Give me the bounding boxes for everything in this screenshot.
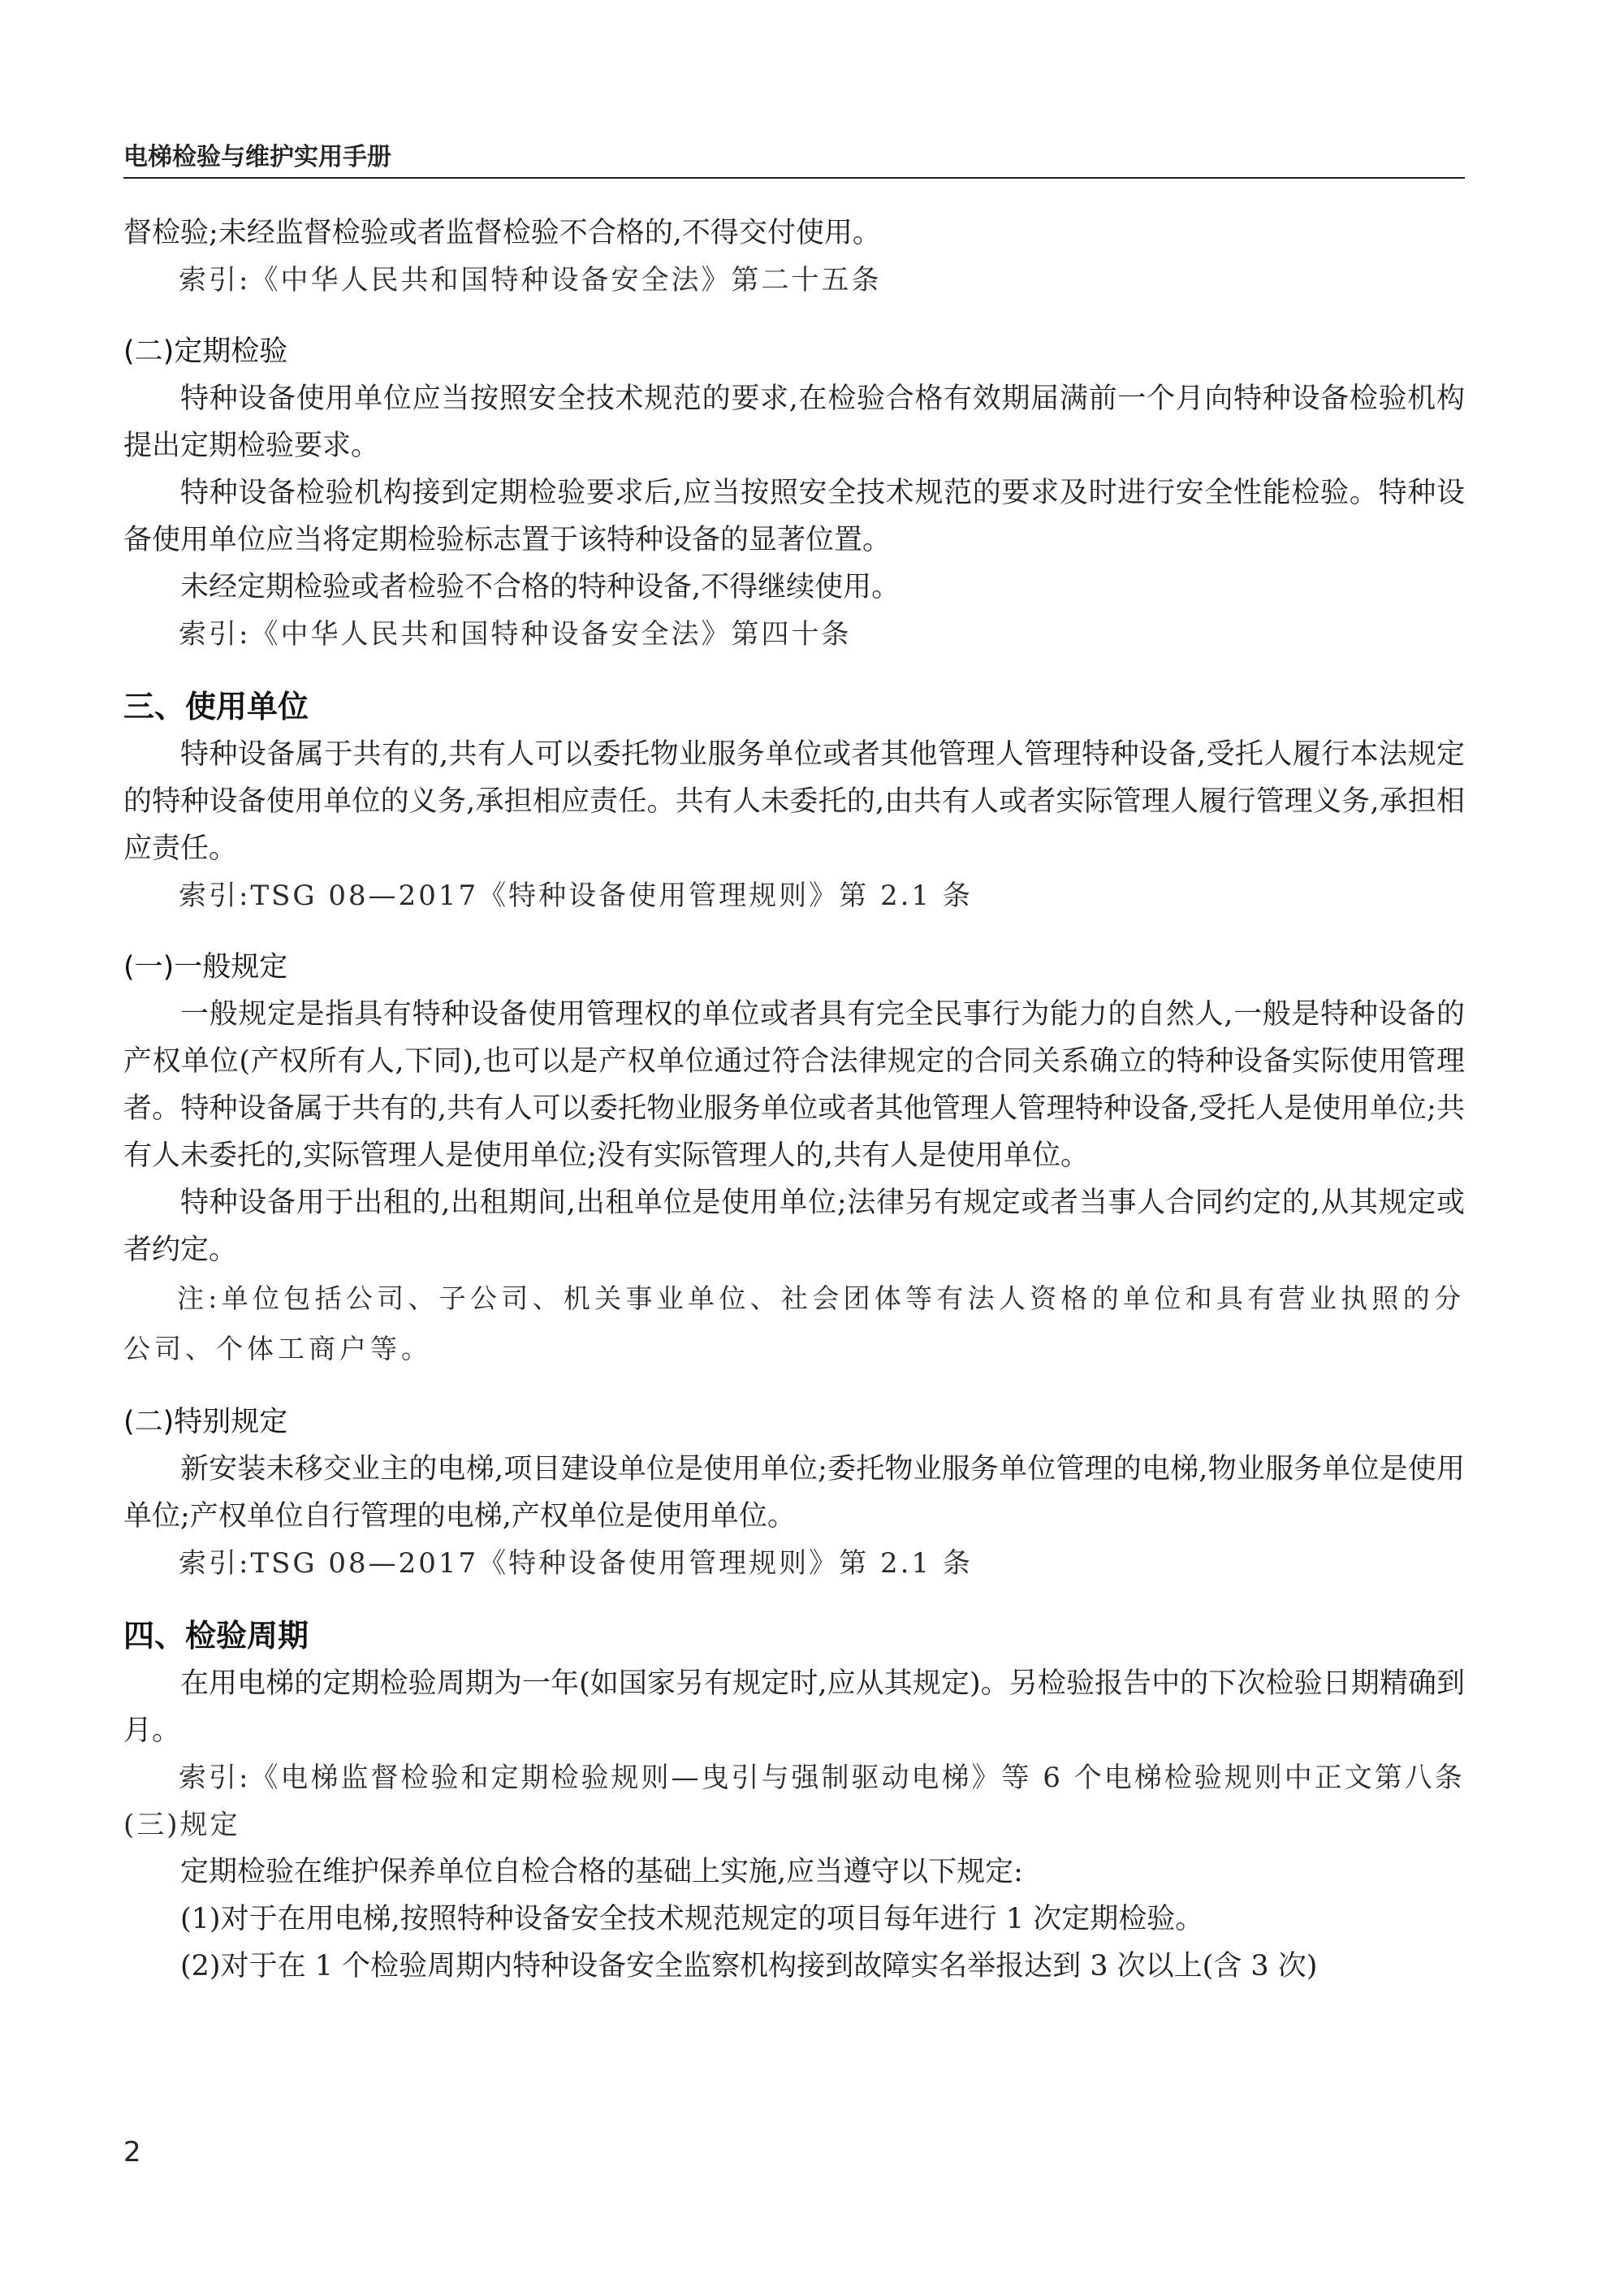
note: 注:单位包括公司、子公司、机关事业单位、社会团体等有法人资格的单位和具有营业执照的分公司、个体工商户等。 (123, 1282, 1465, 1364)
citation: 索引:TSG 08—2017《特种设备使用管理规则》第 2.1 条 (179, 880, 973, 912)
paragraph: 新安装未移交业主的电梯,项目建设单位是使用单位;委托物业服务单位管理的电梯,物业服务单位是使用单位;产权单位自行管理的电梯,产权单位是使用单位。 (123, 1453, 1465, 1533)
citation: 索引:《电梯监督检验和定期检验规则—曳引与强制驱动电梯》等 6 个电梯检验规则中正文第八条(三)规定 (123, 1762, 1465, 1841)
subsection-heading: (二)定期检验 (123, 335, 288, 368)
paragraph: 特种设备属于共有的,共有人可以委托物业服务单位或者其他管理人管理特种设备,受托人履行本法规定的特种设备使用单位的义务,承担相应责任。共有人未委托的,由共有人或者实际管理人履行管理义务,承担相应责任。 (123, 738, 1465, 865)
section-heading: 三、使用单位 (123, 689, 309, 724)
subsection-heading: (一)一般规定 (123, 951, 288, 984)
section-heading: 四、检验周期 (123, 1618, 309, 1654)
paragraph: 未经定期检验或者检验不合格的特种设备,不得继续使用。 (180, 571, 901, 603)
list-item: (2)对于在 1 个检验周期内特种设备安全监察机构接到故障实名举报达到 3 次以上(含 3 次) (180, 1950, 1318, 1982)
citation: 索引:《中华人民共和国特种设备安全法》第二十五条 (179, 264, 882, 296)
paragraph: 一般规定是指具有特种设备使用管理权的单位或者具有完全民事行为能力的自然人,一般是特种设备的产权单位(产权所有人,下同),也可以是产权单位通过符合法律规定的合同关系确立的特种设备实际使用管理者。特种设备属于共有的,共有人可以委托物业服务单位或者其他管理人管理特种设备,受托人是使用单位;共有人未委托的,实际管理人是使用单位;没有实际管理人的,共有人是使用单位。 (123, 998, 1465, 1172)
continued-paragraph: 督检验;未经监督检验或者监督检验不合格的,不得交付使用。 (123, 217, 881, 249)
subsection-heading: (二)特别规定 (123, 1406, 288, 1438)
paragraph: 特种设备用于出租的,出租期间,出租单位是使用单位;法律另有规定或者当事人合同约定的,从其规定或者约定。 (123, 1187, 1465, 1266)
paragraph: 定期检验在维护保养单位自检合格的基础上实施,应当遵守以下规定: (180, 1856, 1023, 1888)
running-header-title: 电梯检验与维护实用手册 (123, 143, 391, 171)
paragraph: 在用电梯的定期检验周期为一年(如国家另有规定时,应从其规定)。另检验报告中的下次检验日期精确到月。 (123, 1667, 1465, 1747)
body-text (123, 210, 1465, 1990)
header-rule (123, 177, 1465, 179)
paragraph: 特种设备检验机构接到定期检验要求后,应当按照安全技术规范的要求及时进行安全性能检验。特种设备使用单位应当将定期检验标志置于该特种设备的显著位置。 (123, 477, 1465, 556)
list-item: (1)对于在用电梯,按照特种设备安全技术规范规定的项目每年进行 1 次定期检验。 (180, 1903, 1204, 1935)
page-number: 2 (123, 2136, 141, 2168)
citation: 索引:TSG 08—2017《特种设备使用管理规则》第 2.1 条 (179, 1547, 973, 1580)
citation: 索引:《中华人民共和国特种设备安全法》第四十条 (179, 618, 852, 651)
paragraph: 特种设备使用单位应当按照安全技术规范的要求,在检验合格有效期届满前一个月向特种设备检验机构提出定期检验要求。 (123, 383, 1465, 462)
